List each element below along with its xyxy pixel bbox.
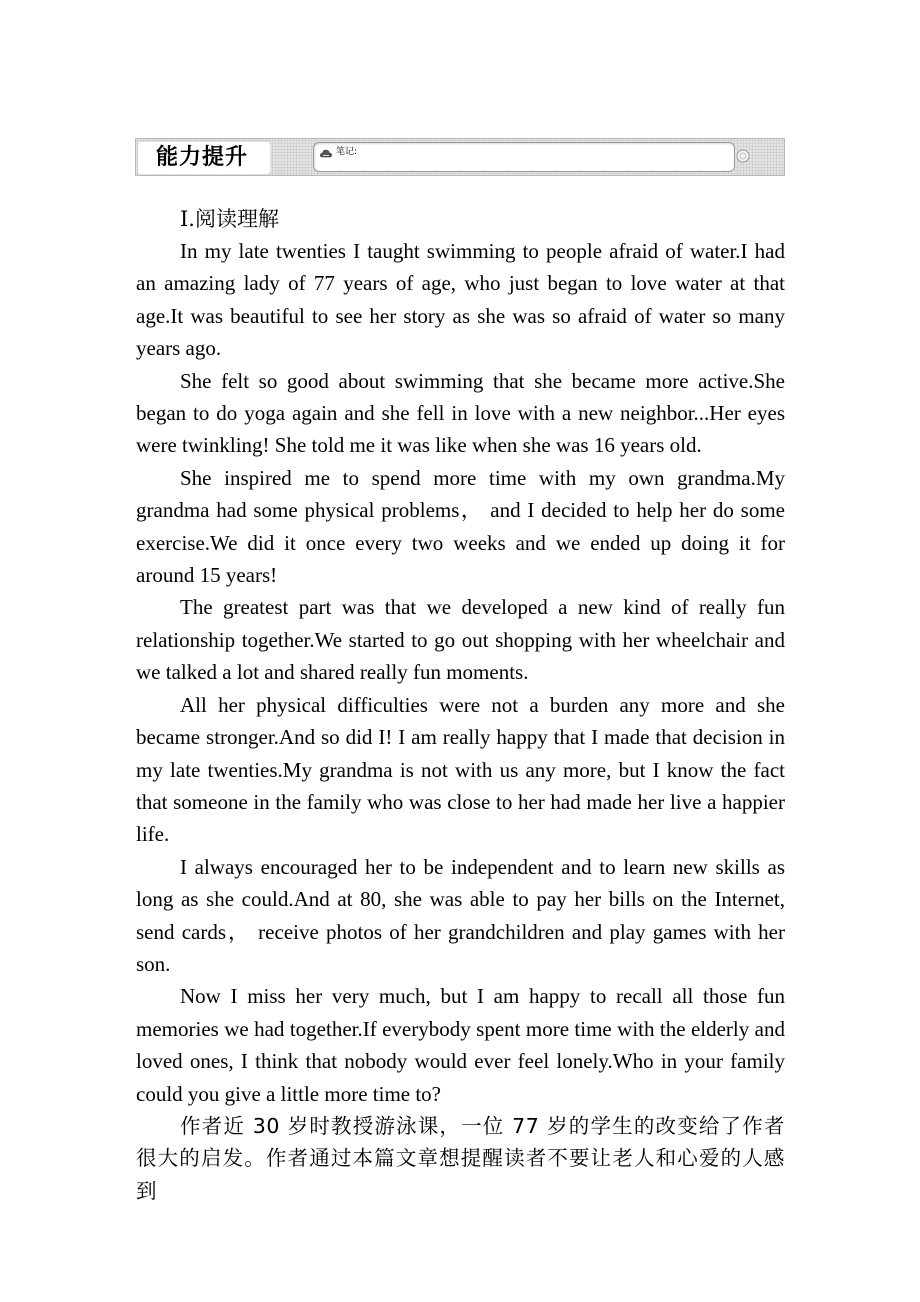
banner-title: 能力提升 [138,142,270,174]
notes-field[interactable] [313,142,735,172]
cloud-icon [320,149,332,158]
notes-label: 笔记: [336,147,358,157]
paragraph-5: All her physical difficulties were not a burden any more and she became stronger.And so did I! I am really happy that I made that decision in my late twenties.My grandma is not with us any more, but I know the fact that someone in the family who was close to her had made her live a happier life. [136,692,785,847]
paragraph-4: The greatest part was that we developed a new kind of really fun relationship together.We started to go out shopping with her wheelchair and we talked a lot and shared really fun moments. [136,595,785,685]
section-banner [135,138,785,176]
article [136,203,785,1207]
section-title: Ⅰ.阅读理解 [180,207,279,231]
paragraph-6: I always encouraged her to be independent and to learn new skills as long as she could.And at 80, she was able to pay her bills on the Internet, send cards， receive photos of her grandchildren and play games with her son. [136,854,785,976]
paragraph-3: She inspired me to spend more time with my own grandma.My grandma had some physical problems， and I decided to help her do some exercise.We did it once every two weeks and we ended up doing it for around 15 years! [136,465,785,588]
paragraph-2: She felt so good about swimming that she became more active.She began to do yoga again and she fell in love with a new neighbor...Her eyes were twinkling! She told me it was like when she was 16 years old. [136,368,785,458]
paragraph-1: In my late twenties I taught swimming to people afraid of water.I had an amazing lady of 77 years of age, who just began to love water at that age.It was beautiful to see her story as she was so afraid of water so many years ago. [136,239,785,361]
chinese-summary: 作者近 30 岁时教授游泳课，一位 77 岁的学生的改变给了作者很大的启发。作者通过本篇文章想提醒读者不要让老人和心爱的人感到 [136,1113,785,1203]
paragraph-7: Now I miss her very much, but I am happy to recall all those fun memories we had together.If everybody spent more time with the elderly and loved ones, I think that nobody would ever feel lonely.Who in your family could you give a little more time to? [136,984,785,1106]
seal-icon [736,149,750,163]
